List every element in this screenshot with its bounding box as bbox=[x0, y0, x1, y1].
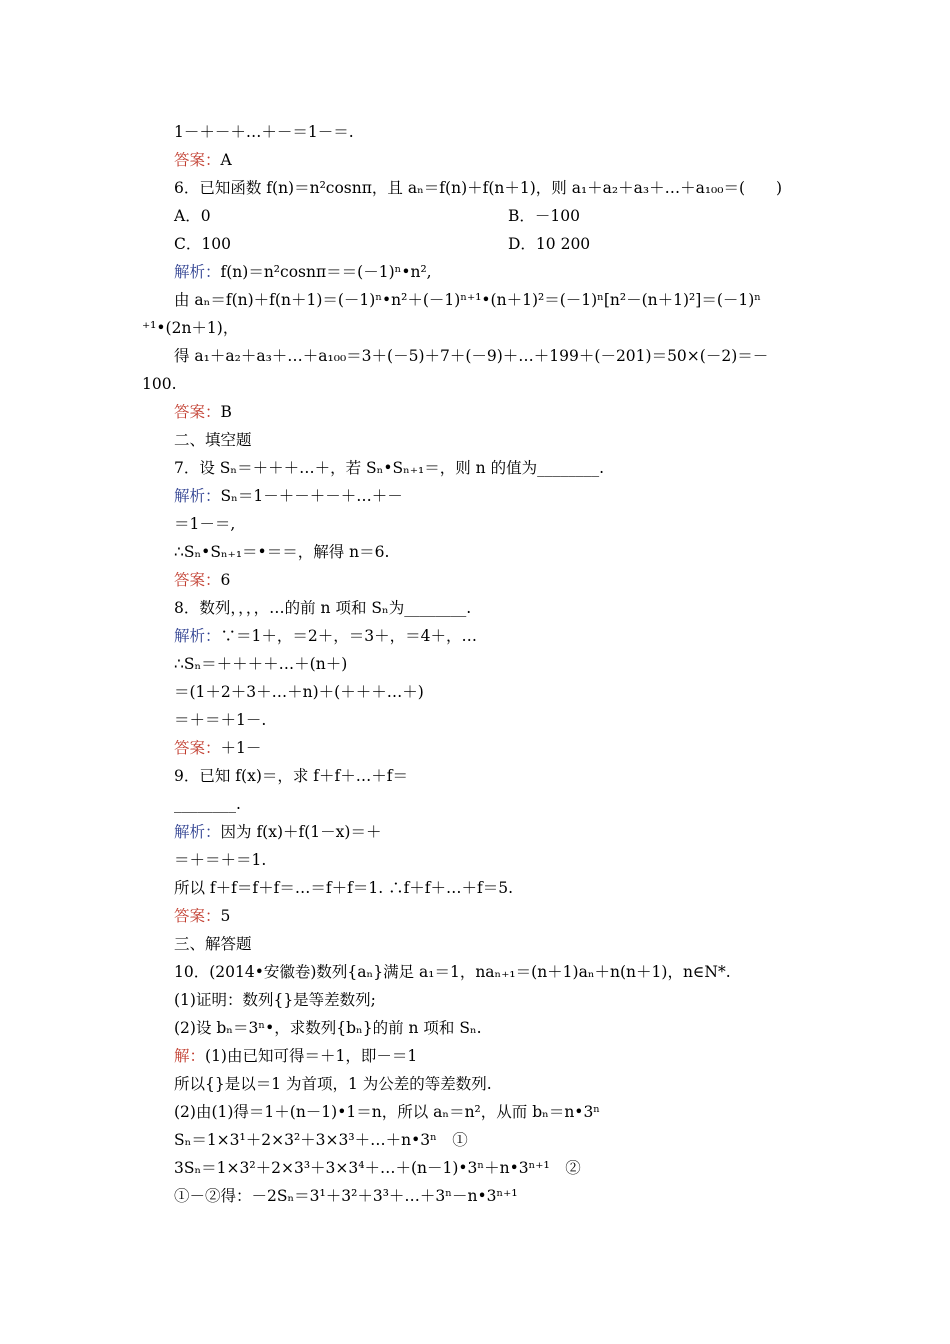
text-line: 所以 f＋f＝f＋f＝…＝f＋f＝1. ∴f＋f＋…＋f＝5. bbox=[174, 879, 514, 897]
text-line: Sₙ＝1×3¹＋2×3²＋3×3³＋…＋n•3ⁿ ① bbox=[174, 1131, 468, 1149]
text-line: ①－②得：－2Sₙ＝3¹＋3²＋3³＋…＋3ⁿ－n•3ⁿ⁺¹ bbox=[174, 1187, 518, 1205]
question-10: 10．(2014•安徽卷)数列{aₙ}满足 a₁＝1，naₙ₊₁＝(n＋1)aₙ＋n(n＋1)，n∈N*. bbox=[174, 963, 731, 981]
question-6: 6．已知函数 f(n)＝n²cosnπ，且 aₙ＝f(n)＋f(n＋1)，则 a₁＋a₂＋a₃＋…＋a₁₀₀＝( ) bbox=[174, 179, 783, 197]
text-line: 得 a₁＋a₂＋a₃＋…＋a₁₀₀＝3＋(－5)＋7＋(－9)＋…＋199＋(－201)＝50×(－2)＝－ bbox=[174, 347, 769, 365]
answer-label: 答案： bbox=[174, 907, 221, 925]
solution-line bbox=[174, 1046, 417, 1066]
analysis-label: 解析： bbox=[174, 487, 221, 505]
text-line: ∴Sₙ＝＋＋＋＋…＋(n＋) bbox=[174, 655, 348, 673]
option-d: D．10 200 bbox=[508, 235, 591, 253]
analysis-line bbox=[174, 626, 477, 646]
analysis-line bbox=[174, 822, 381, 842]
text-line: (2)由(1)得＝1＋(n－1)•1＝n，所以 aₙ＝n²，从而 bₙ＝n•3ⁿ bbox=[174, 1103, 601, 1121]
text-line: (2)设 bₙ＝3ⁿ•，求数列{bₙ}的前 n 项和 Sₙ. bbox=[174, 1019, 482, 1037]
answer-value: 5 bbox=[220, 907, 231, 925]
section-heading: 二、填空题 bbox=[174, 431, 252, 449]
text-line: ＝＋＝＋1－. bbox=[174, 711, 267, 729]
text-line: 所以{}是以＝1 为首项，1 为公差的等差数列. bbox=[174, 1075, 492, 1093]
text-line: ________. bbox=[174, 795, 241, 813]
analysis-label: 解析： bbox=[174, 627, 221, 645]
answer-line bbox=[174, 738, 261, 758]
answer-value: B bbox=[220, 403, 232, 421]
option-a: A．0 bbox=[174, 207, 211, 225]
analysis-text: Sₙ＝1－＋－＋－＋…＋－ bbox=[220, 487, 403, 505]
answer-label: 答案： bbox=[174, 403, 221, 421]
solution-text: (1)由已知可得＝＋1，即－＝1 bbox=[205, 1047, 418, 1065]
question-7: 7．设 Sₙ＝＋＋＋…＋，若 Sₙ•Sₙ₊₁＝，则 n 的值为________. bbox=[174, 459, 604, 477]
text-line: 由 aₙ＝f(n)＋f(n＋1)＝(－1)ⁿ•n²＋(－1)ⁿ⁺¹•(n＋1)²＝(－1)ⁿ[n²－(n＋1)²]＝(－1)ⁿ bbox=[174, 291, 761, 309]
answer-line bbox=[174, 570, 230, 590]
text-line: ∴Sₙ•Sₙ₊₁＝•＝＝，解得 n＝6. bbox=[174, 543, 390, 561]
analysis-text: 因为 f(x)＋f(1－x)＝＋ bbox=[220, 823, 382, 841]
solution-label: 解： bbox=[174, 1047, 206, 1065]
text-line: ＝＋＝＋＝1. bbox=[174, 851, 267, 869]
section-heading: 三、解答题 bbox=[174, 935, 252, 953]
answer-value: 6 bbox=[220, 571, 231, 589]
answer-value: A bbox=[220, 151, 232, 169]
question-8: 8．数列，，，，…的前 n 项和 Sₙ为________. bbox=[174, 599, 472, 617]
text-line: ⁺¹•(2n＋1)， bbox=[142, 319, 239, 337]
text-line: 1－＋－＋…＋－＝1－＝. bbox=[174, 123, 354, 141]
option-b: B．－100 bbox=[508, 207, 580, 225]
answer-label: 答案： bbox=[174, 739, 221, 757]
analysis-text: f(n)＝n²cosnπ＝＝(－1)ⁿ•n², bbox=[220, 263, 432, 281]
analysis-text: ∵＝1＋，＝2＋，＝3＋，＝4＋，… bbox=[220, 627, 477, 645]
text-line: 3Sₙ＝1×3²＋2×3³＋3×3⁴＋…＋(n－1)•3ⁿ＋n•3ⁿ⁺¹ ② bbox=[174, 1159, 581, 1177]
text-line: ＝1－＝, bbox=[174, 515, 236, 533]
answer-value: ＋1－ bbox=[220, 739, 262, 757]
analysis-label: 解析： bbox=[174, 263, 221, 281]
analysis-label: 解析： bbox=[174, 823, 221, 841]
question-9: 9．已知 f(x)＝，求 f＋f＋…＋f＝ bbox=[174, 767, 408, 785]
analysis-line bbox=[174, 262, 432, 282]
answer-line bbox=[174, 150, 232, 170]
analysis-line bbox=[174, 486, 403, 506]
answer-label: 答案： bbox=[174, 151, 221, 169]
text-line: 100. bbox=[142, 375, 177, 393]
option-c: C．100 bbox=[174, 235, 231, 253]
answer-line bbox=[174, 402, 232, 422]
answer-line bbox=[174, 906, 230, 926]
answer-label: 答案： bbox=[174, 571, 221, 589]
text-line: ＝(1＋2＋3＋…＋n)＋(＋＋＋…＋) bbox=[174, 683, 424, 701]
text-line: (1)证明：数列{}是等差数列; bbox=[174, 991, 376, 1009]
